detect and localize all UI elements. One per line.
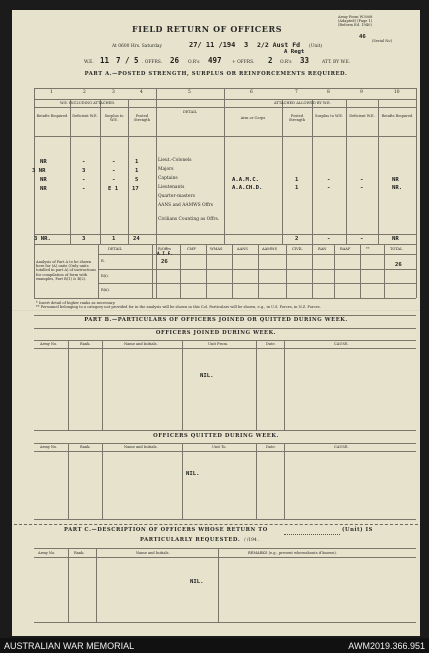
rank-quartermasters: Quarter-masters — [158, 194, 195, 199]
offrs2-typed: 2 — [268, 56, 273, 65]
att-row2-reinfts: NR. — [392, 185, 403, 191]
part-c-heading: PART C.—DESCRIPTION OF OFFICERS WHOSE RETURN TO — [64, 527, 268, 533]
footer-accession: AWM2019.366.951 — [348, 641, 425, 651]
header-posted-left: Posted Strength — [133, 114, 151, 123]
part-c-subheading: PARTICULARLY REQUESTED. — [140, 537, 241, 543]
att-row2-deficient: - — [360, 185, 364, 191]
row1-deficient: - — [82, 159, 86, 165]
quitted-nil: NIL. — [186, 471, 200, 477]
rank-civilians: Civilians Counting as Offrs. — [158, 217, 220, 222]
row2-posted: 1 — [135, 168, 139, 174]
serial-number: 46 — [359, 34, 366, 40]
att-row1-reinfts: NR — [392, 177, 399, 183]
joined-col-unit-from: Unit From. — [208, 342, 229, 346]
rule — [34, 443, 416, 444]
analysis-row-rii: R(ii). — [101, 288, 110, 292]
analysis-aif-marker: A.I.F. — [157, 252, 173, 257]
att-row2-surplus: - — [327, 185, 331, 191]
rule — [258, 244, 259, 298]
att-row2-posted: 1 — [295, 185, 299, 191]
total-deficient: 3 — [82, 236, 86, 242]
part-c-nil: NIL. — [190, 579, 204, 585]
rule — [156, 88, 157, 298]
offrs-label: . OFFRS. — [142, 60, 163, 65]
rule — [34, 99, 416, 100]
quitted-col-date: Date. — [266, 445, 276, 449]
rule — [256, 443, 257, 519]
col-number-10: 10 — [394, 90, 400, 95]
rule — [34, 340, 416, 341]
part-b-heading: PART B.—PARTICULARS OF OFFICERS JOINED OR QUITTED DURING WEEK. — [84, 317, 348, 323]
rule — [68, 340, 69, 430]
rule — [34, 557, 416, 558]
joined-col-army-no: Army No. — [40, 342, 58, 346]
rule — [182, 443, 183, 519]
form-sheet — [12, 10, 420, 636]
att-group-label: ATTACHED ALLOWED BY W.E. — [274, 101, 331, 105]
rule — [224, 88, 225, 244]
quitted-col-unit-to: Unit To. — [212, 445, 227, 449]
ors2-label: O.R's — [280, 60, 292, 65]
army-form-line3: (Reform Ed. 1940) — [338, 23, 372, 28]
rule — [34, 315, 416, 316]
rule — [284, 340, 285, 430]
rule — [334, 244, 335, 298]
part-c-heading-suffix: (Unit) IS — [342, 527, 373, 533]
rule — [282, 99, 283, 244]
analysis-col-other: ** — [366, 247, 370, 251]
col-number-5: 5 — [188, 90, 191, 95]
ors-label: O.R's — [188, 60, 200, 65]
row2-surplus: - — [112, 168, 116, 174]
rule — [102, 443, 103, 519]
rule — [70, 99, 71, 244]
col-number-7: 7 — [295, 90, 298, 95]
rule — [34, 244, 416, 245]
rule — [34, 451, 416, 452]
att-row1-surplus: - — [327, 177, 331, 183]
ors2-typed: 33 — [300, 56, 310, 65]
quitted-heading: OFFICERS QUITTED DURING WEEK. — [153, 433, 279, 439]
header-arm-corps: Arm or Corps — [240, 116, 266, 120]
army-form-line2: (Adapted) (Page 1) — [338, 19, 373, 24]
part-a-heading: PART A.—POSTED STRENGTH, SURPLUS OR REINFORCEMENTS REQUIRED. — [84, 71, 348, 77]
row4-surplus: E 1 — [108, 186, 119, 192]
total-att-reinfts: NR — [392, 236, 399, 242]
serial-label: (Serial No) — [372, 39, 393, 43]
analysis-row-ri: R(i). — [101, 274, 109, 278]
row4-reinfts: NR — [40, 186, 47, 192]
part-c-col-name: Name and Initials. — [136, 551, 170, 555]
quitted-col-army-no: Army No. — [40, 445, 58, 449]
quitted-col-cause: CAUSE. — [334, 445, 349, 449]
row1-reinfts: NR — [40, 159, 47, 165]
header-reinfts-left: Reinfts Required — [36, 114, 68, 118]
rule — [232, 244, 233, 298]
rank-lieutenants: Lieutenants — [158, 185, 185, 190]
att-label: ATT. BY W.E. — [322, 60, 351, 65]
analysis-col-cmf: CMF — [187, 247, 196, 251]
analysis-note: Analysis of Part A to be shown here for (A) units (Only units totalled in part A) of instructions for compilation of form with examples, Part B(1) & B(2). — [36, 260, 96, 281]
rank-captains: Captains — [158, 176, 178, 181]
analysis-col-wmas: WMAS — [210, 247, 223, 251]
analysis-col-r-offrs: R/Offrs — [158, 247, 171, 251]
rule — [128, 99, 129, 244]
ors-typed: 497 — [208, 56, 222, 65]
header-surplus-right: Surplus to W.E. — [315, 114, 343, 118]
total-att-posted: 2 — [295, 236, 299, 242]
rule — [34, 88, 35, 298]
att-row2-corps: A.A.CH.D. — [232, 185, 263, 191]
we-second: 7 / 5 — [116, 56, 139, 65]
joined-heading: OFFICERS JOINED DURING WEEK. — [155, 330, 277, 336]
rank-majors: Majors — [158, 167, 174, 172]
rule — [312, 99, 313, 244]
col-number-8: 8 — [327, 90, 330, 95]
unit-typed: 2/2 Aust Fd — [257, 41, 301, 49]
header-reinfts-right: Reinfts Required — [381, 114, 413, 118]
year-typed: 3 — [244, 41, 249, 49]
rank-aans: AANS and AAMWS Offrs — [158, 203, 214, 208]
unit-blank — [284, 534, 340, 535]
rule — [34, 107, 416, 108]
date-typed: 27/ 11 /194 — [189, 41, 236, 49]
rule — [182, 340, 183, 430]
att-row1-corps: A.A.M.C. — [232, 177, 259, 183]
rule — [416, 88, 417, 298]
regt-typed: A Regt — [284, 49, 305, 55]
analysis-aif-value: 26 — [161, 259, 168, 265]
unit-label: (Unit) — [309, 44, 323, 49]
joined-col-date: Date. — [266, 342, 276, 346]
header-posted-right: Posted Strength — [288, 114, 306, 123]
row1-posted: 1 — [135, 159, 139, 165]
paper-fold — [12, 310, 420, 311]
offrs2-label: + OFFRS. — [232, 60, 255, 65]
part-c-col-remarks: REMARKS (e.g., present whereabouts if known). — [248, 551, 337, 555]
row4-deficient: - — [82, 186, 86, 192]
header-deficient-left: Deficient W.E. — [72, 114, 98, 118]
form-title: FIELD RETURN OF OFFICERS — [132, 24, 283, 34]
rule — [98, 244, 99, 298]
offrs-typed: 26 — [170, 56, 180, 65]
we-group-label: W.E. INCLUDING ATTACHED. — [60, 101, 116, 105]
rule — [34, 88, 416, 89]
rule — [360, 244, 361, 298]
footer-institution: AUSTRALIAN WAR MEMORIAL — [4, 641, 135, 651]
analysis-col-ran: RAN — [318, 247, 327, 251]
row3-surplus: - — [112, 177, 116, 183]
quitted-col-name: Name and Initials. — [124, 445, 158, 449]
total-surplus: 1 — [112, 236, 116, 242]
rule — [34, 430, 416, 431]
col-number-4: 4 — [140, 90, 143, 95]
rank-lt-colonels: Lieut.-Colonels — [158, 158, 192, 163]
dashed-separator — [14, 524, 418, 525]
rule — [284, 443, 285, 519]
analysis-col-aamws: AAMWS — [262, 247, 278, 251]
analysis-col-total: TOTAL — [390, 247, 403, 251]
analysis-col-civil: CIVIL — [292, 247, 303, 251]
quitted-col-rank: Rank. — [80, 445, 91, 449]
col-number-2: 2 — [83, 90, 86, 95]
footnote-2: ** Personnel belonging to a category not provided for in the analysis will be shown in this Col. Particulars will be shown, e.g., in U.S. Forces, in N.Z. Forces. — [36, 305, 321, 309]
row4-posted: 17 — [132, 186, 139, 192]
rule — [98, 269, 416, 270]
col-number-1: 1 — [50, 90, 53, 95]
archive-footer — [0, 638, 429, 653]
header-surplus-left: Surplus to W.E. — [104, 114, 124, 123]
rule — [286, 244, 287, 298]
header-detail: DETAIL — [182, 110, 198, 114]
rule — [68, 443, 69, 519]
rule — [34, 519, 416, 520]
we-typed: 11 — [100, 56, 110, 65]
rule — [34, 234, 416, 235]
col-number-9: 9 — [360, 90, 363, 95]
rule — [384, 244, 385, 298]
we-label: W.E. — [84, 60, 94, 65]
rule — [98, 254, 416, 255]
joined-col-rank: Rank. — [80, 342, 91, 346]
rule — [312, 244, 313, 298]
analysis-col-aans: AANS — [237, 247, 248, 251]
row3-deficient: - — [82, 177, 86, 183]
analysis-row-r: R. — [101, 259, 105, 263]
total-posted: 24 — [133, 236, 140, 242]
rule — [34, 298, 416, 299]
rule — [34, 136, 416, 137]
rule — [68, 548, 69, 622]
att-row1-posted: 1 — [295, 177, 299, 183]
part-c-col-rank: Rank. — [74, 551, 85, 555]
rule — [34, 348, 416, 349]
rule — [206, 244, 207, 298]
row1-surplus: - — [112, 159, 116, 165]
army-form-line1: Army Form W3008 — [338, 15, 373, 19]
rule — [218, 548, 219, 622]
col-number-3: 3 — [112, 90, 115, 95]
rule — [180, 244, 181, 298]
rule — [346, 99, 347, 244]
army-form-reference — [338, 15, 416, 28]
total-reinfts: 3 NR. — [34, 236, 51, 242]
total-att-deficient: - — [360, 236, 364, 242]
rule — [102, 340, 103, 430]
footnote-1: * Insert detail of higher ranks as necessary. — [36, 301, 116, 305]
part-c-col-army-no: Army No. — [38, 551, 56, 555]
row2-reinfts: 3 NR — [32, 168, 46, 174]
header-deficient-right: Deficient W.E. — [349, 114, 375, 118]
att-row1-deficient: - — [360, 177, 364, 183]
rule — [98, 283, 416, 284]
rule — [34, 622, 416, 623]
rule — [256, 340, 257, 430]
rule — [100, 99, 101, 244]
joined-col-name: Name and Initials. — [124, 342, 158, 346]
rule — [378, 99, 379, 244]
joined-col-cause: CAUSE. — [334, 342, 349, 346]
row3-reinfts: NR — [40, 177, 47, 183]
joined-nil: NIL. — [200, 373, 214, 379]
rule — [152, 244, 153, 298]
row2-deficient: 3 — [82, 168, 86, 174]
rule — [34, 328, 416, 329]
analysis-col-raaf: RAAF — [340, 247, 351, 251]
total-att-surplus: - — [327, 236, 331, 242]
analysis-total-value: 26 — [395, 262, 402, 268]
rule — [34, 548, 416, 549]
analysis-col-detail: DETAIL — [108, 247, 123, 251]
row3-posted: 5 — [135, 177, 139, 183]
at-label: At 0600 Hrs. Saturday — [112, 44, 163, 49]
col-number-6: 6 — [250, 90, 253, 95]
part-c-date: / /194 . — [244, 538, 260, 543]
rule — [96, 548, 97, 622]
